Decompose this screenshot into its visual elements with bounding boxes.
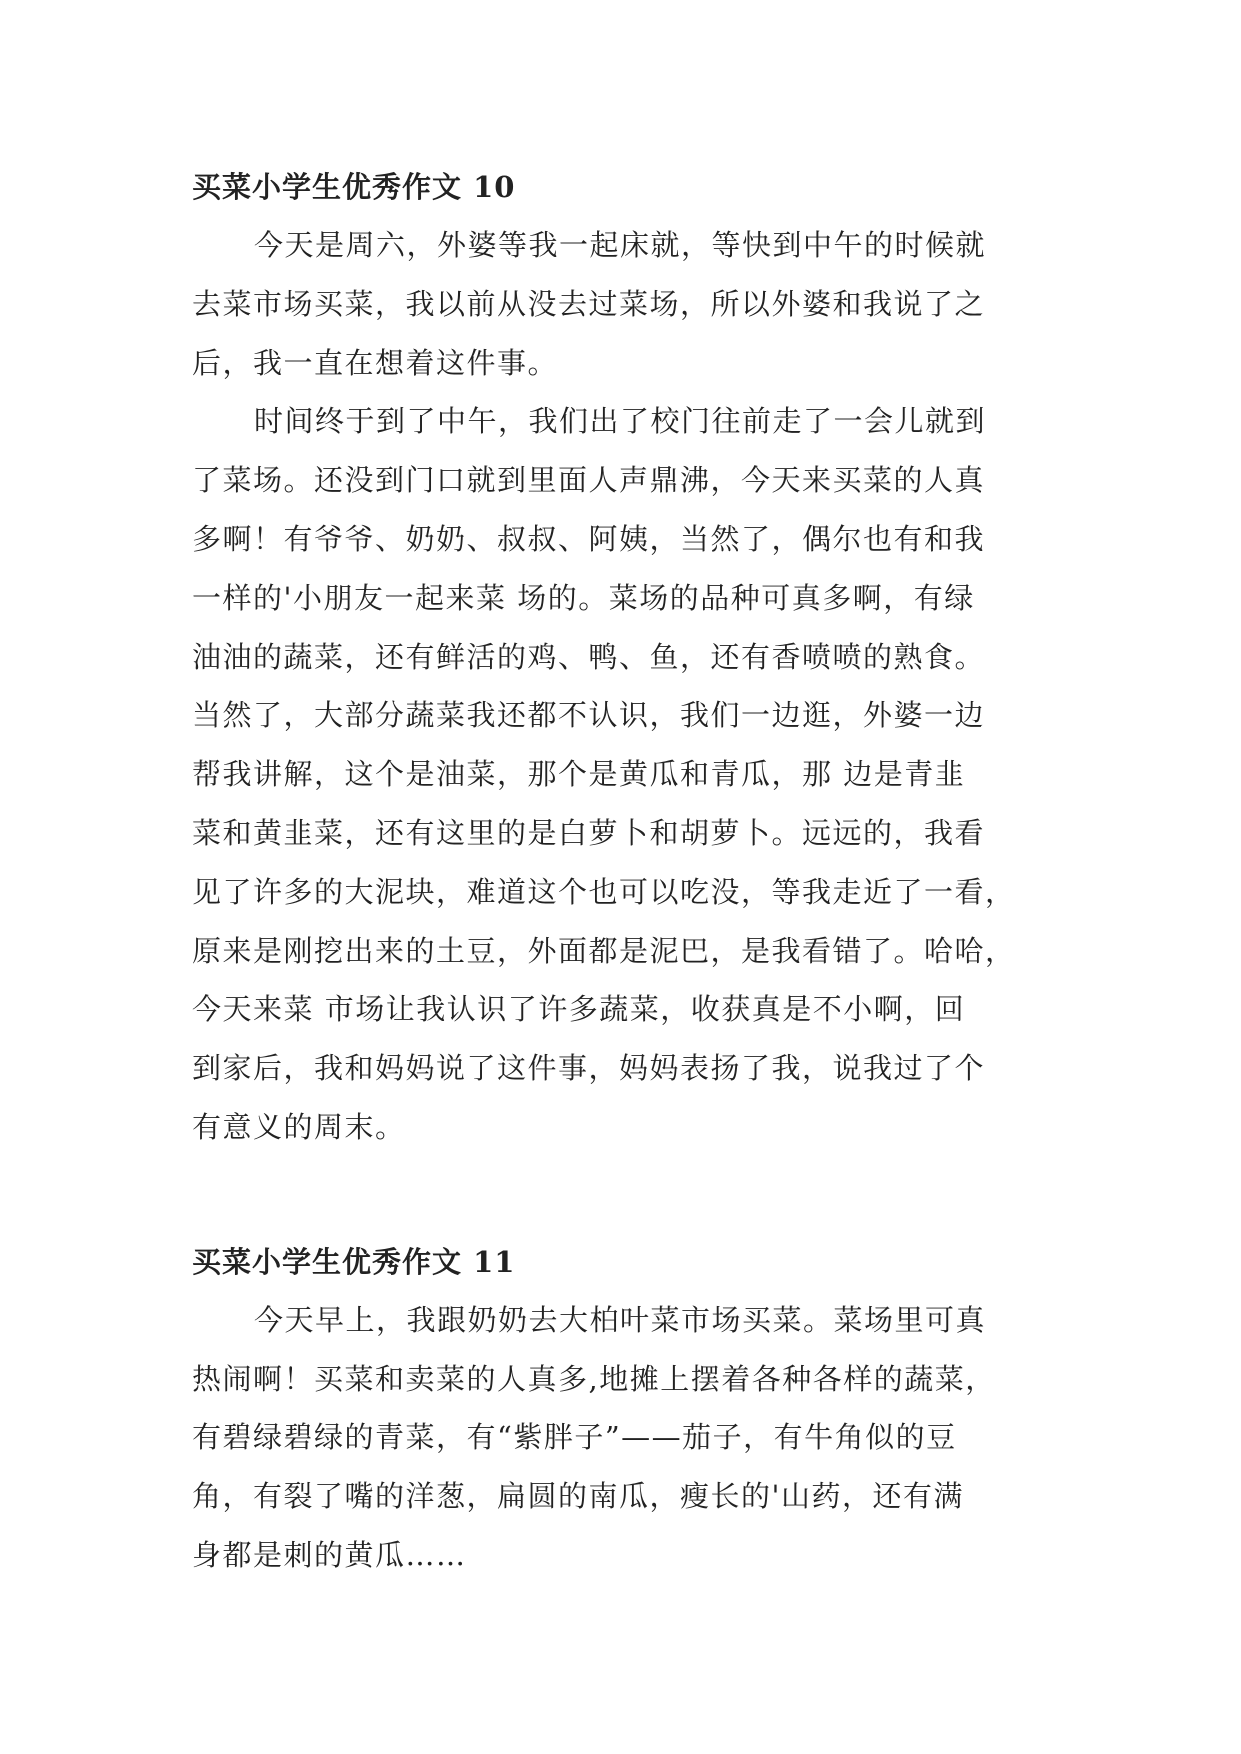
text-line: 油油的蔬菜，还有鲜活的鸡、鸭、鱼，还有香喷喷的熟食。	[192, 639, 986, 674]
paragraph	[192, 216, 1052, 392]
essay-title: 买菜小学生优秀作文 10	[192, 170, 516, 204]
text-line: 当然了，大部分蔬菜我还都不认识，我们一边逛，外婆一边	[192, 698, 986, 733]
text-line: 有碧绿碧绿的青菜，有“紫胖子”——茄子，有牛角似的豆	[192, 1420, 957, 1455]
text-line: 今天是周六，外婆等我一起床就，等快到中午的时候就	[254, 228, 987, 262]
text-line: 角，有裂了嘴的洋葱，扁圆的南瓜，瘦长的'山药，还有满	[192, 1479, 964, 1514]
text-line: 多啊！有爷爷、奶奶、叔叔、阿姨，当然了，偶尔也有和我	[192, 521, 986, 556]
text-line: 帮我讲解，这个是油菜，那个是黄瓜和青瓜，那 边是青韭	[192, 757, 966, 792]
paragraph	[192, 1291, 1052, 1585]
essay-title: 买菜小学生优秀作文 11	[192, 1244, 516, 1279]
text-line: 见了许多的大泥块，难道这个也可以吃没，等我走近了一看，	[192, 874, 1016, 909]
essay-section-11	[192, 1233, 1052, 1585]
text-line: 有意义的周末。	[192, 1109, 406, 1144]
essay-section-10	[192, 158, 1052, 1157]
text-line: 热闹啊！买菜和卖菜的人真多,地摊上摆着各种各样的蔬菜，	[192, 1361, 996, 1396]
text-line: 了菜场。还没到门口就到里面人声鼎沸，今天来买菜的人真	[192, 463, 986, 498]
text-line: 去菜市场买菜，我以前从没去过菜场，所以外婆和我说了之	[192, 286, 986, 321]
section-spacer	[192, 1157, 1052, 1233]
paragraph	[192, 392, 1052, 1156]
text-line: 到家后，我和妈妈说了这件事，妈妈表扬了我，说我过了个	[192, 1051, 986, 1086]
document-page	[192, 158, 1052, 1585]
text-line: 菜和黄韭菜，还有这里的是白萝卜和胡萝卜。远远的，我看	[192, 815, 986, 850]
text-line: 今天早上，我跟奶奶去大柏叶菜市场买菜。菜场里可真	[254, 1302, 987, 1337]
text-line: 身都是刺的黄瓜……	[192, 1537, 467, 1572]
text-line: 原来是刚挖出来的土豆，外面都是泥巴，是我看错了。哈哈，	[192, 933, 1016, 968]
text-line: 一样的'小朋友一起来菜 场的。菜场的品种可真多啊，有绿	[192, 580, 975, 615]
text-line: 今天来菜 市场让我认识了许多蔬菜，收获真是不小啊，回	[192, 992, 966, 1027]
text-line: 时间终于到了中午，我们出了校门往前走了一会儿就到	[254, 404, 987, 439]
text-line: 后，我一直在想着这件事。	[192, 345, 559, 380]
